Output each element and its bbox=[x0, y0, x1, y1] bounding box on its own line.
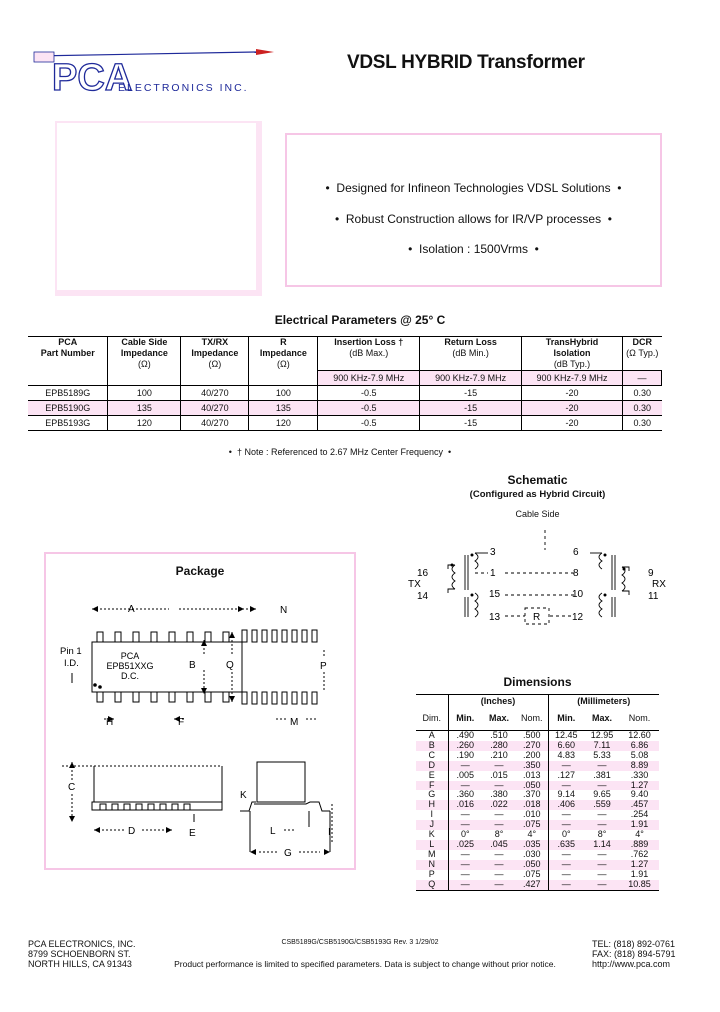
pin-12: 12 bbox=[572, 612, 584, 623]
col-cable-impedance: Cable Side Impedance (Ω) bbox=[108, 337, 181, 371]
chip-text-line2: EPB51XXG bbox=[106, 661, 154, 671]
package-drawing bbox=[44, 552, 356, 870]
col-return-loss: Return Loss (dB Min.) bbox=[420, 337, 522, 371]
logo-letters: PCA bbox=[52, 57, 133, 99]
dim-label-d: D bbox=[128, 826, 136, 837]
electrical-table bbox=[28, 336, 662, 431]
pin-8: 8 bbox=[573, 568, 579, 579]
schematic-subtitle: (Configured as Hybrid Circuit) bbox=[469, 489, 606, 500]
col-txrx-impedance: TX/RX Impedance (Ω) bbox=[181, 337, 249, 371]
package-title: Package bbox=[175, 564, 225, 578]
company-tagline: ELECTRONICS INC. bbox=[118, 82, 249, 94]
feature-2: • Robust Construction allows for IR/VP processes • bbox=[335, 212, 612, 226]
table-row: G .360 .380 .370 9.14 9.65 9.40 bbox=[428, 789, 649, 800]
mm-group: (Millimeters) bbox=[548, 695, 659, 709]
product-image-frame bbox=[55, 121, 262, 296]
inches-group: (Inches) bbox=[448, 695, 548, 709]
resistor-label: R bbox=[533, 612, 541, 623]
table-row: I — — .010 — — .254 bbox=[430, 809, 649, 820]
dimensions-table bbox=[416, 694, 659, 891]
freq-cell: 900 KHz-7.9 MHz bbox=[522, 371, 623, 386]
col-r-impedance: R Impedance (Ω) bbox=[249, 337, 318, 371]
col-transhybrid: TransHybrid Isolation (dB Typ.) bbox=[522, 337, 623, 371]
table-row: M — — .030 — — .762 bbox=[428, 848, 649, 859]
rx-label: RX bbox=[652, 579, 666, 590]
schematic-diagram bbox=[400, 525, 690, 630]
dim-label-e: E bbox=[189, 828, 196, 839]
freq-cell: 900 KHz-7.9 MHz bbox=[420, 371, 522, 386]
table-row: C .190 .210 .200 4.83 5.33 5.08 bbox=[428, 749, 649, 760]
pin-16: 16 bbox=[417, 568, 429, 579]
chip-text-line3: D.C. bbox=[121, 671, 139, 681]
table-row: F — — .050 — — 1.27 bbox=[416, 781, 659, 791]
table-row: EPB5189G 100 40/270 100 -0.5 -15 -20 0.30 bbox=[28, 386, 662, 401]
feature-1: • Designed for Infineon Technologies VDSL Solutions • bbox=[325, 181, 622, 195]
pin-11: 11 bbox=[648, 591, 659, 602]
features-box bbox=[285, 133, 662, 287]
table-row: K 0° 8° 4° 0° 8° 4° bbox=[428, 829, 644, 840]
electrical-footnote: • † Note : Referenced to 2.67 MHz Center Frequency • bbox=[228, 447, 452, 457]
table-row: EPB5190G 135 40/270 135 -0.5 -15 -20 0.30 bbox=[28, 401, 662, 416]
dim-label-f: F bbox=[178, 717, 185, 728]
table-row: A .490 .510 .500 12.45 12.95 12.60 bbox=[428, 730, 651, 740]
footer-disclaimer: Product performance is limited to specified parameters. Data is subject to change without prior notice. bbox=[174, 959, 556, 969]
pin-1: 1 bbox=[490, 568, 496, 579]
table-row: L .025 .045 .035 .635 1.14 .889 bbox=[416, 840, 659, 850]
dim-header-row: Dim. Min. Max. Nom. Min. Max. Nom. bbox=[416, 709, 659, 731]
table-row: H .016 .022 .018 .406 .559 .457 bbox=[416, 800, 659, 810]
freq-cell: — bbox=[622, 371, 661, 386]
col-insertion-loss: Insertion Loss † (dB Max.) bbox=[318, 337, 420, 371]
dim-label-i: I bbox=[328, 827, 331, 838]
dim-label-g: G bbox=[284, 848, 292, 859]
table-row: E .005 .015 .013 .127 .381 .330 bbox=[428, 769, 649, 780]
pin1-id-label: I.D. bbox=[64, 658, 79, 669]
table-row: Q — — .427 — — 10.85 bbox=[416, 880, 659, 890]
chip-text-line1: PCA bbox=[120, 651, 140, 661]
table-row: N — — .050 — — 1.27 bbox=[416, 860, 659, 870]
schematic-title: Schematic bbox=[507, 473, 568, 487]
dim-label-b: B bbox=[189, 660, 196, 671]
tx-label: TX bbox=[408, 579, 421, 590]
table-row: P — — .075 — — 1.91 bbox=[428, 868, 649, 879]
pin-15: 15 bbox=[489, 589, 501, 600]
pin-6: 6 bbox=[573, 547, 579, 558]
pin-13: 13 bbox=[489, 612, 501, 623]
footer-doc-ref: CSB5189G/CSB5190G/CSB5193G Rev. 3 1/29/02 bbox=[281, 939, 439, 946]
col-part-number: PCA Part Number bbox=[28, 337, 108, 371]
page-title: VDSL HYBRID Transformer bbox=[347, 52, 585, 73]
dim-label-h: H bbox=[106, 717, 114, 728]
table-row: D — — .350 — — 8.89 bbox=[416, 761, 659, 771]
cable-side-label: Cable Side bbox=[515, 509, 560, 519]
pin1-label: Pin 1 bbox=[60, 646, 82, 657]
pin-10: 10 bbox=[572, 589, 584, 600]
table-row: B .260 .280 .270 6.60 7.11 6.86 bbox=[416, 741, 659, 751]
dim-label-a: A bbox=[128, 604, 135, 615]
pin-3: 3 bbox=[490, 547, 496, 558]
table-row: J — — .075 — — 1.91 bbox=[416, 820, 659, 830]
dimensions-title: Dimensions bbox=[503, 675, 572, 689]
footer-contact: TEL: (818) 892-0761 FAX: (818) 894-5791 http://www.pca.com bbox=[592, 939, 676, 969]
electrical-title: Electrical Parameters @ 25° C bbox=[274, 313, 446, 327]
pin-9: 9 bbox=[648, 568, 654, 579]
dim-label-q: Q bbox=[226, 660, 234, 671]
freq-cell: 900 KHz-7.9 MHz bbox=[318, 371, 420, 386]
dim-label-n: N bbox=[280, 605, 288, 616]
col-dcr: DCR (Ω Typ.) bbox=[626, 337, 659, 358]
dim-label-k: K bbox=[240, 790, 247, 801]
footer-address: PCA ELECTRONICS, INC. 8799 SCHOENBORN ST. NORTH HILLS, CA 91343 bbox=[28, 939, 136, 969]
table-row: EPB5193G 120 40/270 120 -0.5 -15 -20 0.30 bbox=[28, 416, 662, 431]
dim-label-l: L bbox=[270, 826, 276, 837]
dim-label-m: M bbox=[290, 717, 299, 728]
feature-3: • Isolation : 1500Vrms • bbox=[408, 242, 539, 256]
dim-label-p: P bbox=[320, 661, 327, 672]
pin-14: 14 bbox=[417, 591, 429, 602]
dim-label-c: C bbox=[68, 782, 76, 793]
